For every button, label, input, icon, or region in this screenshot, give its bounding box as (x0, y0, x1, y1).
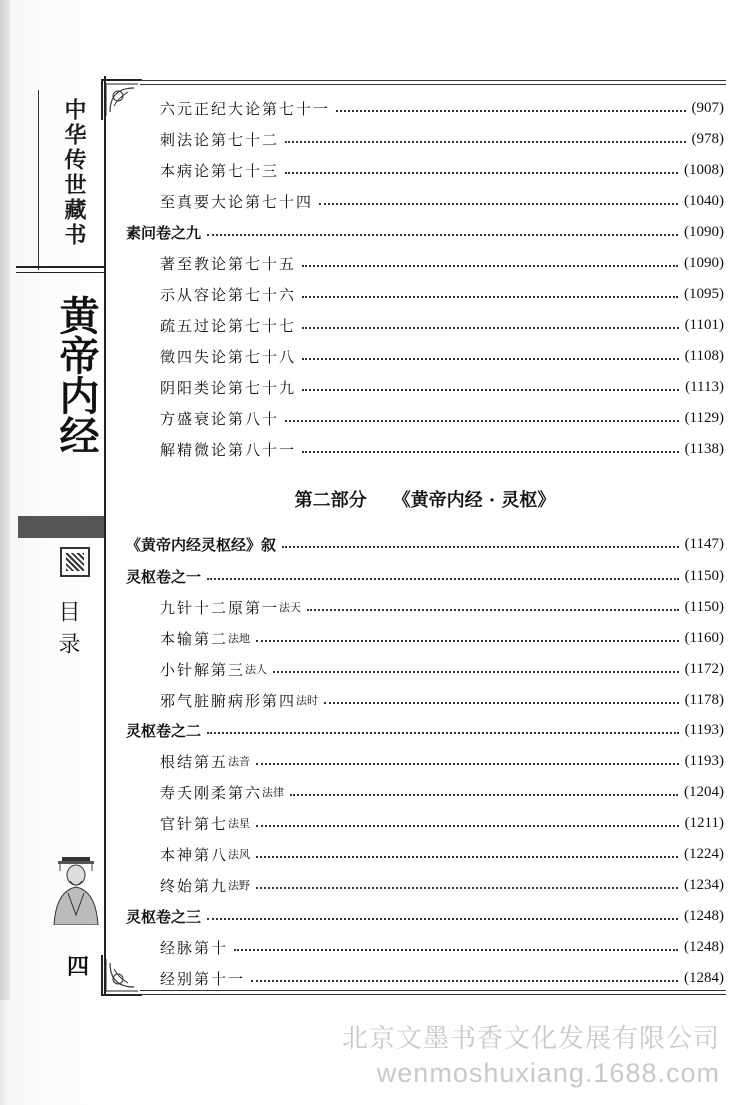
toc-entry-title: 素问卷之九 (126, 223, 202, 242)
toc-entry-page: (1224) (684, 845, 724, 862)
dot-leader (324, 701, 679, 704)
dot-leader (285, 140, 685, 143)
part-heading (126, 486, 724, 512)
toc-entry-suffix: 法律 (262, 786, 285, 799)
toc-chapter-entry[interactable] (126, 341, 724, 371)
part-heading-label: 第二部分 (294, 490, 367, 511)
toc-entry-title: 九针十二原第一 (160, 598, 280, 617)
toc-entry-title: 寿夭刚柔第六 (160, 783, 263, 802)
toc-chapter-entry[interactable] (126, 654, 724, 684)
toc-entry-title: 至真要大论第七十四 (160, 192, 314, 211)
watermark-company: 北京文墨书香文化发展有限公司 (341, 1023, 720, 1053)
dot-leader (256, 855, 678, 858)
part-heading-title: 《黄帝内经 · 灵枢》 (392, 490, 556, 511)
dot-leader (336, 109, 685, 112)
toc-volume-entry[interactable] (126, 217, 724, 247)
dot-leader (319, 202, 678, 205)
book-title: 黄帝内经 (53, 295, 100, 455)
toc-entry-title: 终始第九 (160, 876, 229, 895)
page-number: 四 (66, 954, 89, 980)
series-title: 中华传世藏书 (61, 98, 87, 248)
toc-chapter-entry[interactable] (126, 623, 724, 653)
dot-leader (302, 326, 679, 329)
frame-top-rule-inner (140, 84, 726, 85)
dot-leader (256, 762, 679, 765)
toc-entry-page: (1248) (684, 907, 724, 924)
seal-icon (60, 547, 90, 577)
toc-entry-page: (1193) (684, 752, 724, 769)
toc-entry-title: 灵枢卷之一 (126, 567, 202, 586)
toc-entry-title: 著至教论第七十五 (160, 254, 297, 273)
frame-top-rule (140, 80, 726, 81)
toc-chapter-entry[interactable] (126, 310, 724, 340)
sidebar-left-rule (38, 90, 39, 270)
toc-entry-page: (1040) (684, 192, 724, 209)
toc-entry-page: (1234) (684, 876, 724, 893)
toc-chapter-entry[interactable] (126, 685, 724, 715)
toc-entry-page: (1211) (684, 814, 724, 831)
dot-leader (234, 948, 678, 951)
toc-entry-title: 灵枢卷之三 (126, 907, 202, 926)
toc-entry-suffix: 法时 (296, 694, 319, 707)
toc-entry-page: (1113) (685, 378, 724, 395)
toc-entry-page: (1193) (684, 721, 724, 738)
toc-entry-suffix: 法星 (228, 817, 251, 830)
toc-entry-page: (1150) (684, 567, 724, 584)
toc-chapter-entry[interactable] (126, 155, 724, 185)
toc-entry-title: 邪气脏腑病形第四 (160, 691, 297, 710)
toc-entry-page: (1172) (684, 660, 724, 677)
toc-entry-page: (1090) (684, 254, 724, 271)
toc-chapter-entry[interactable] (126, 434, 724, 464)
toc-entry-title: 解精微论第八十一 (160, 440, 297, 459)
toc-chapter-entry[interactable] (126, 248, 724, 278)
toc-entry-title: 刺法论第七十二 (160, 130, 280, 149)
dot-leader (273, 670, 679, 673)
toc-entry-page: (1101) (684, 316, 724, 333)
section-title: 目录 (55, 600, 80, 664)
toc-entry-title: 经脉第十 (160, 938, 229, 957)
toc-entry-page: (1147) (684, 535, 724, 552)
toc-volume-entry[interactable] (126, 529, 724, 559)
toc-chapter-entry[interactable] (126, 963, 724, 993)
toc-entry-page: (1284) (684, 969, 724, 986)
toc-entry-suffix: 法野 (228, 879, 251, 892)
sidebar-right-rule (104, 76, 106, 996)
dot-leader (290, 793, 678, 796)
toc-entry-title: 小针解第三 (160, 660, 246, 679)
toc-entry-title: 本神第八 (160, 845, 229, 864)
toc-entry-page: (1138) (684, 440, 724, 457)
toc-entry-title: 经别第十一 (160, 969, 246, 988)
dot-leader (285, 171, 678, 174)
toc-chapter-entry[interactable] (126, 372, 724, 402)
toc-chapter-entry[interactable] (126, 592, 724, 622)
toc-chapter-entry[interactable] (126, 932, 724, 962)
dot-leader (282, 545, 679, 548)
dot-leader (207, 917, 678, 920)
toc-entry-page: (907) (691, 99, 724, 116)
toc-chapter-entry[interactable] (126, 186, 724, 216)
toc-entry-title: 疏五过论第七十七 (160, 316, 297, 335)
toc-entry-suffix: 法地 (228, 632, 251, 645)
toc-chapter-entry[interactable] (126, 746, 724, 776)
toc-chapter-entry[interactable] (126, 777, 724, 807)
dot-leader (302, 388, 679, 391)
dot-leader (285, 419, 679, 422)
toc-entry-suffix: 法人 (245, 663, 268, 676)
toc-entry-page: (1178) (684, 691, 724, 708)
sidebar-divider-thin (16, 272, 104, 273)
toc-chapter-entry[interactable] (126, 279, 724, 309)
toc-volume-entry[interactable] (126, 901, 724, 931)
toc-volume-entry[interactable] (126, 561, 724, 591)
dot-leader (251, 979, 678, 982)
sidebar-gray-band (18, 516, 104, 538)
toc-chapter-entry[interactable] (126, 839, 724, 869)
toc-chapter-entry[interactable] (126, 808, 724, 838)
toc-entry-title: 方盛衰论第八十 (160, 409, 280, 428)
toc-entry-title: 灵枢卷之二 (126, 721, 202, 740)
sidebar-divider (16, 266, 104, 268)
dot-leader (207, 233, 678, 236)
toc-chapter-entry[interactable] (126, 93, 724, 123)
toc-volume-entry[interactable] (126, 715, 724, 745)
dot-leader (256, 886, 678, 889)
toc-entry-page: (978) (691, 130, 724, 147)
toc-entry-page: (1248) (684, 938, 724, 955)
toc-entry-page: (1204) (684, 783, 724, 800)
dot-leader (302, 264, 678, 267)
toc-entry-page: (1129) (684, 409, 724, 426)
toc-entry-title: 阴阳类论第七十九 (160, 378, 297, 397)
toc-entry-suffix: 法音 (228, 755, 251, 768)
dot-leader (256, 824, 679, 827)
dot-leader (302, 357, 679, 360)
toc-entry-page: (1150) (684, 598, 724, 615)
toc-entry-page: (1108) (684, 347, 724, 364)
toc-entry-title: 六元正纪大论第七十一 (160, 99, 331, 118)
dot-leader (302, 295, 678, 298)
toc-entry-page: (1008) (684, 161, 724, 178)
toc-entry-suffix: 法天 (279, 601, 302, 614)
toc-chapter-entry[interactable] (126, 124, 724, 154)
emperor-portrait-icon (48, 855, 104, 925)
toc-entry-title: 徵四失论第七十八 (160, 347, 297, 366)
dot-leader (307, 608, 679, 611)
toc-chapter-entry[interactable] (126, 870, 724, 900)
toc-entry-title: 本输第二 (160, 629, 229, 648)
toc-entry-page: (1090) (684, 223, 724, 240)
toc-entry-page: (1160) (684, 629, 724, 646)
toc-entry-page: (1095) (684, 285, 724, 302)
frame-bottom-rule-inner (140, 994, 726, 995)
dot-leader (302, 450, 679, 453)
toc-chapter-entry[interactable] (126, 403, 724, 433)
toc-entry-title: 根结第五 (160, 752, 229, 771)
dot-leader (207, 731, 679, 734)
toc-entry-title: 《黄帝内经灵枢经》叙 (126, 535, 277, 554)
dot-leader (207, 577, 679, 580)
toc-entry-title: 官针第七 (160, 814, 229, 833)
page-spine-shadow (0, 0, 10, 1000)
toc-entry-title: 示从容论第七十六 (160, 285, 297, 304)
toc-entry-title: 本病论第七十三 (160, 161, 280, 180)
watermark-domain: wenmoshuxiang.1688.com (376, 1058, 720, 1088)
dot-leader (256, 639, 679, 642)
toc-entry-suffix: 法风 (228, 848, 251, 861)
